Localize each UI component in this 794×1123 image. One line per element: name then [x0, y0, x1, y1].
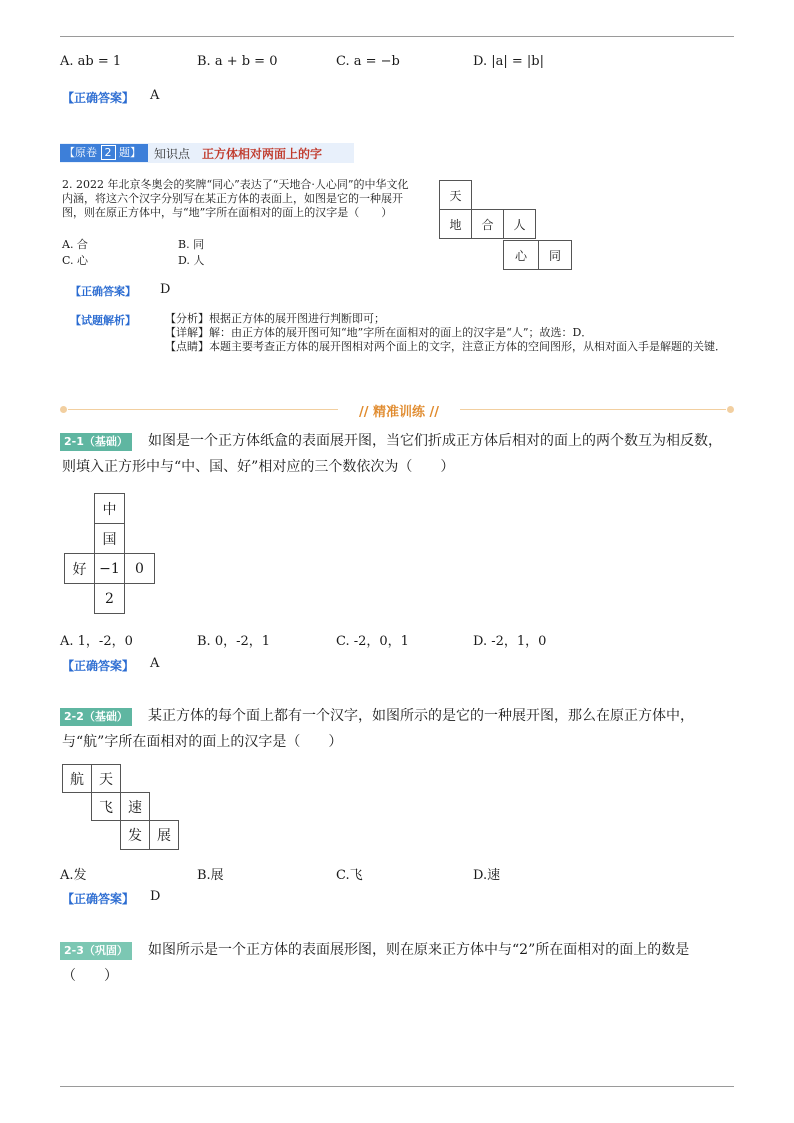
q22-option-a: A.发 [60, 868, 87, 883]
q2-tag-prefix: 【原卷 [64, 146, 97, 159]
q2-kp-title: 正方体相对两面上的字 [202, 147, 323, 161]
q21-level-tag: 2-1（基础） [60, 433, 132, 451]
q22-answer-label: 【正确答案】 [62, 892, 135, 906]
q2-answer: D [160, 282, 171, 297]
header-rule [60, 36, 734, 37]
q21-option-c: C. -2，0，1 [336, 634, 409, 649]
q21-net-cell: 0 [124, 553, 155, 584]
section-title [342, 401, 456, 420]
q2-analysis [165, 312, 730, 354]
q22-net-cell: 天 [91, 764, 121, 793]
q2-answer-label: 【正确答案】 [70, 285, 136, 298]
q21-net-cell: 2 [94, 583, 125, 614]
q21-answer-label: 【正确答案】 [62, 659, 135, 673]
q21-text: 如图是一个正方体纸盒的表面展开图，当它们折成正方体后相对的面上的两个数互为相反数，则填入正方形中与“中、国、好”相对应的三个数依次为（ ） [62, 433, 722, 475]
q22-net-cell: 展 [149, 820, 179, 850]
q21-option-d: D. -2，1，0 [473, 634, 547, 649]
q21-net-cell: 国 [94, 523, 125, 554]
q2-net-cell: 同 [538, 240, 572, 270]
q2-kp-label: 知识点 [154, 147, 191, 161]
q2-option-a: A. 合 [62, 238, 88, 251]
q2-net-cell: 天 [439, 180, 472, 210]
q2-net-cell: 人 [503, 209, 536, 239]
slash-icon: // [358, 405, 369, 420]
q1-option-b: B. a + b = 0 [197, 54, 278, 69]
divider-dot-left [60, 406, 67, 413]
q21-net-cell: 中 [94, 493, 125, 524]
q2-net-cell: 地 [439, 209, 472, 239]
q2-analysis-line: 【详解】解：由正方体的展开图可知“地”字所在面相对的面上的汉字是“人”；故选：D． [165, 326, 593, 339]
q1-answer-label: 【正确答案】 [62, 91, 135, 105]
q22-text: 某正方体的每个面上都有一个汉字，如图所示的是它的一种展开图，那么在原正方体中，与“航”字所在面相对的面上的汉字是（ ） [62, 708, 694, 750]
q21-option-a: A. 1，-2，0 [60, 634, 133, 649]
q21-answer: A [150, 656, 160, 671]
q22-net-cell: 飞 [91, 792, 121, 821]
section-divider [60, 399, 734, 421]
q22-level-tag: 2-2（基础） [60, 708, 132, 726]
divider-line-left [68, 409, 338, 410]
q22-net-cell: 发 [120, 820, 150, 850]
q21-net-cell: 好 [64, 553, 95, 584]
q2-analysis-line: 【点睛】本题主要考查正方体的展开图相对两个面上的文字，注意正方体的空间图形，从相对面入手是解题的关键． [165, 340, 726, 353]
q2-option-d: D. 人 [178, 254, 205, 267]
q1-option-a: A. ab = 1 [60, 54, 122, 69]
q2-analysis-line: 【分析】根据正方体的展开图进行判断即可； [165, 312, 385, 325]
q22-option-d: D.速 [473, 868, 501, 883]
q2-net-cell: 合 [471, 209, 504, 239]
q2-option-c: C. 心 [62, 254, 89, 267]
q22-answer: D [150, 889, 161, 904]
q22-net-cell: 速 [120, 792, 150, 821]
q2-option-b: B. 同 [178, 238, 205, 251]
q2-net-cell: 心 [503, 240, 539, 270]
q2-analysis-label: 【试题解析】 [70, 314, 136, 327]
q2-source-tag [60, 144, 148, 162]
q2-text: 2. 2022 年北京冬奥会的奖牌“同心”表达了“天地合·人心同”的中华文化内涵，将这六个汉字分别写在某正方体的表面上，如图是它的一种展开图，则在原正方体中，与“地”字所在面相对的面上的汉字是（ ） [62, 178, 409, 219]
q21-option-b: B. 0，-2，1 [197, 634, 271, 649]
q22-option-b: B.展 [197, 868, 224, 883]
q23-text: 如图所示是一个正方体的表面展形图，则在原来正方体中与“2”所在面相对的面上的数是（ ） [62, 942, 690, 984]
q22-option-c: C.飞 [336, 868, 363, 883]
q23-level-tag: 2-3（巩固） [60, 942, 132, 960]
q1-answer: A [150, 88, 160, 103]
divider-dot-right [727, 406, 734, 413]
q21-net-cell: −1 [94, 553, 125, 584]
q2-tag-num: 2 [101, 145, 116, 160]
section-title-text: 精准训练 [372, 405, 425, 420]
footer-rule [60, 1086, 734, 1087]
divider-line-right [460, 409, 726, 410]
q22-net-cell: 航 [62, 764, 92, 793]
q2-tag-suffix: 题】 [119, 146, 141, 159]
q1-option-d: D. |a| = |b| [473, 54, 544, 69]
q1-option-c: C. a = −b [336, 54, 400, 69]
slash-icon: // [429, 405, 440, 420]
